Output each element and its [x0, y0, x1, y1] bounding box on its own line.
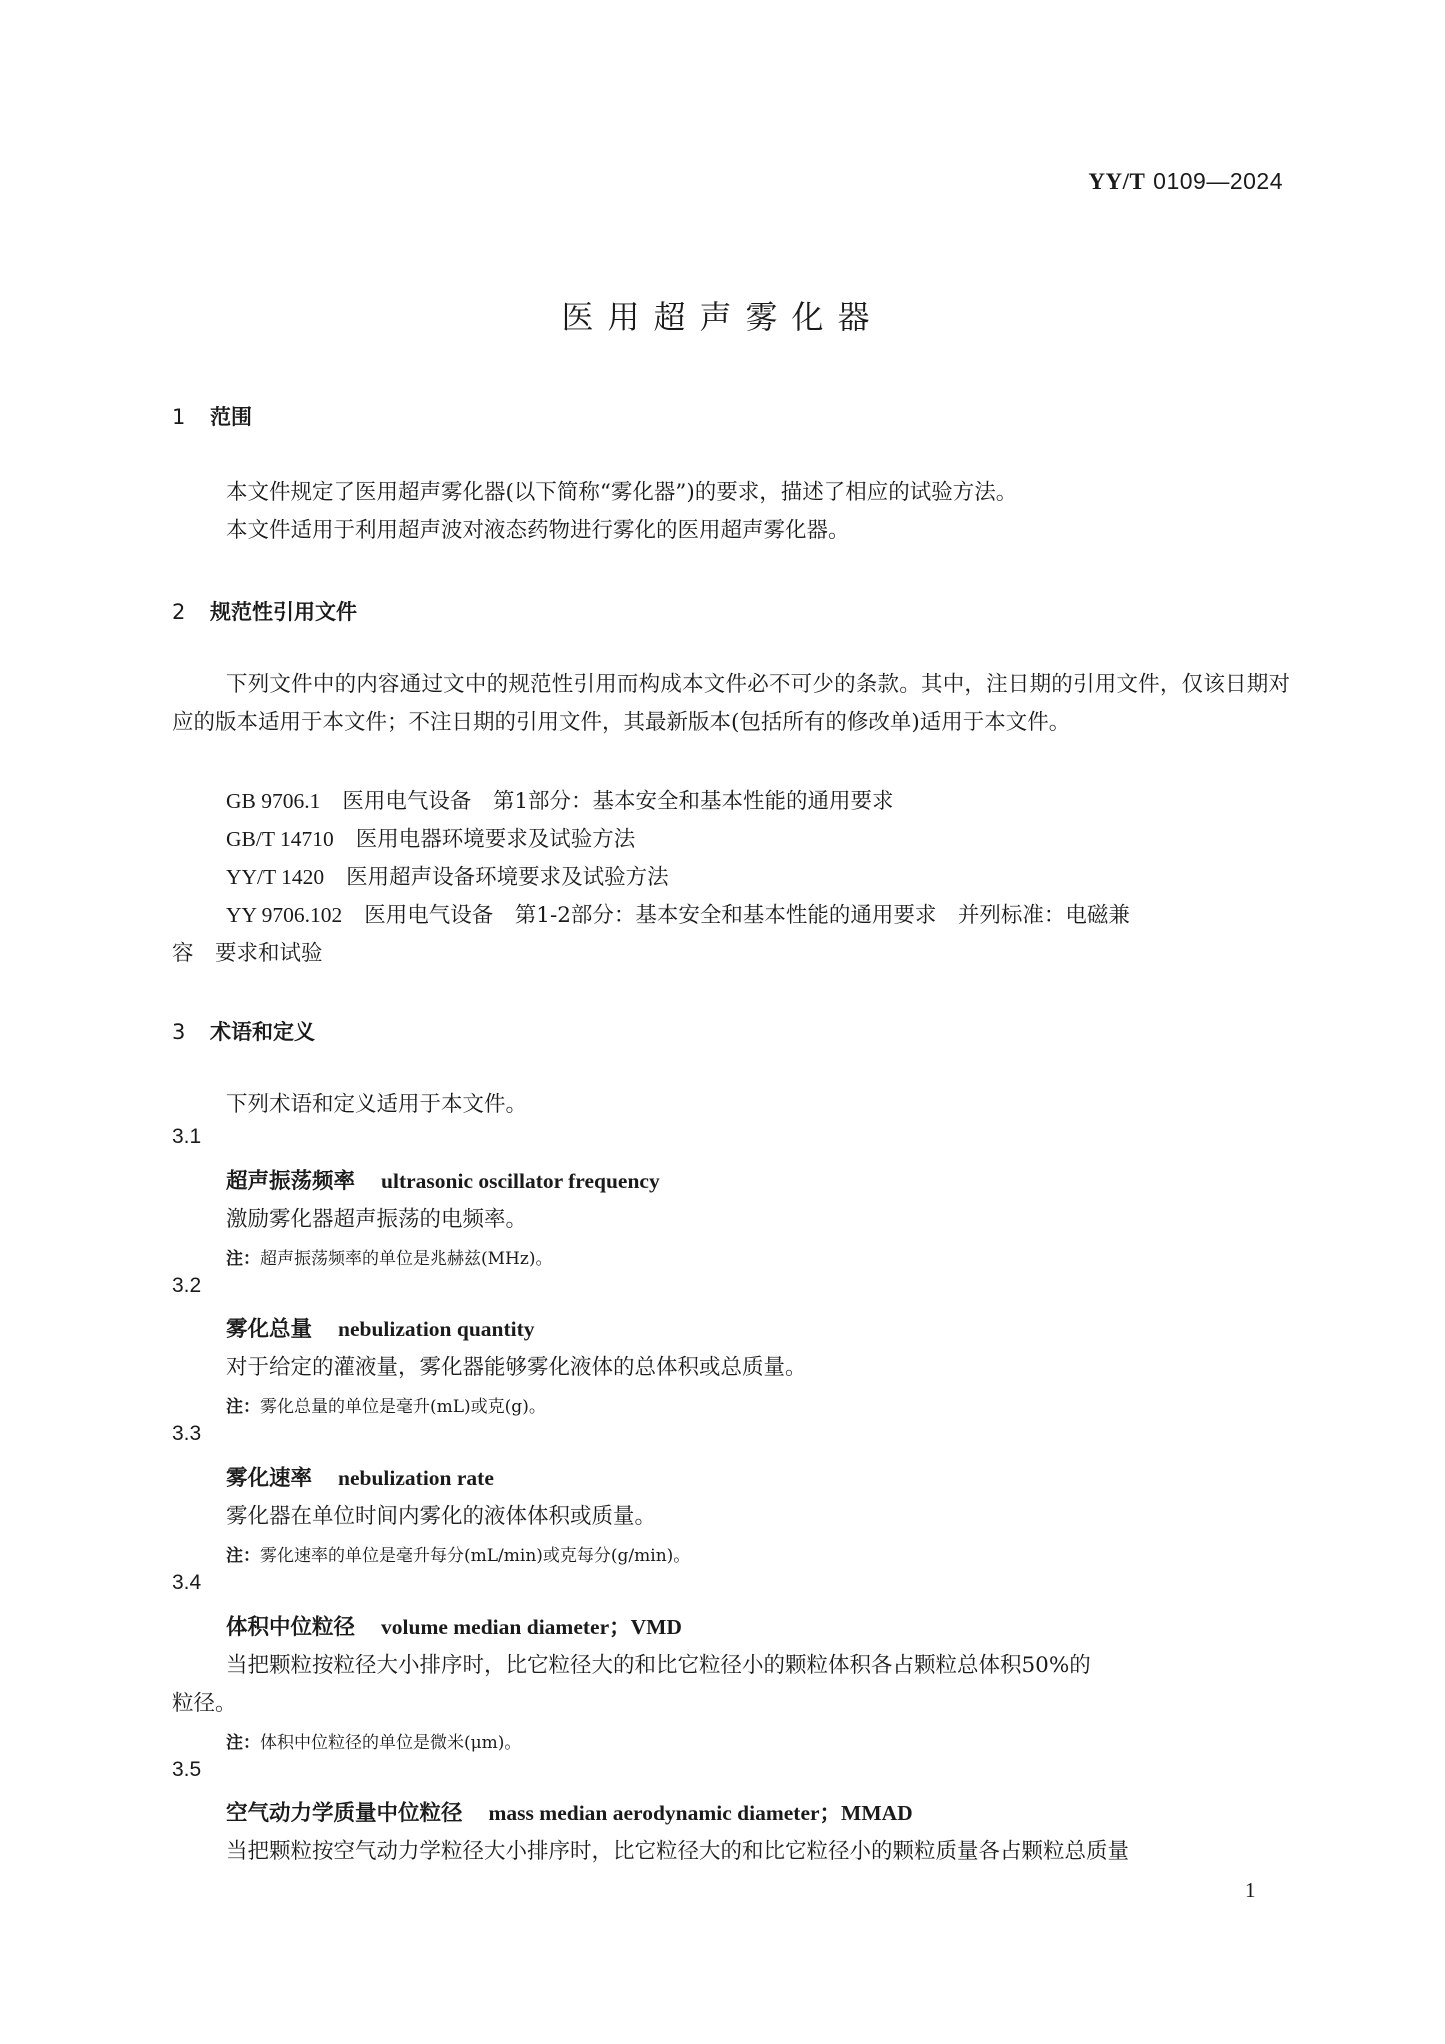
reference-item [226, 784, 894, 815]
reference-title: 医用超声设备环境要求及试验方法 [346, 865, 669, 890]
reference-code: YY/T 1420 [226, 865, 325, 889]
scope-paragraph-1: 本文件规定了医用超声雾化器(以下简称“雾化器”)的要求，描述了相应的试验方法。 [226, 480, 1018, 505]
section-number: 2 [172, 600, 186, 624]
note-label: 注： [226, 1397, 260, 1417]
section-number: 3 [172, 1020, 186, 1044]
term-en: volume median diameter；VMD [381, 1615, 682, 1639]
term-heading [226, 1610, 682, 1641]
reference-title: 医用电气设备 第1部分：基本安全和基本性能的通用要求 [342, 789, 894, 814]
section-title: 术语和定义 [210, 1020, 315, 1044]
reference-item [226, 898, 1130, 929]
reference-title: 医用电气设备 第1-2部分：基本安全和基本性能的通用要求 并列标准：电磁兼 [364, 903, 1130, 928]
section-2-heading [172, 596, 357, 626]
section-title: 范围 [210, 405, 252, 429]
reference-item [226, 860, 669, 891]
term-zh: 体积中位粒径 [226, 1615, 356, 1640]
reference-code: GB 9706.1 [226, 789, 321, 813]
reference-title: 医用电器环境要求及试验方法 [355, 827, 636, 852]
reference-item [226, 822, 635, 853]
terms-intro: 下列术语和定义适用于本文件。 [226, 1092, 528, 1117]
term-definition: 当把颗粒按空气动力学粒径大小排序时，比它粒径大的和比它粒径小的颗粒质量各占颗粒总质量 [226, 1839, 1130, 1864]
note-label: 注： [226, 1249, 260, 1269]
term-zh: 雾化速率 [226, 1466, 313, 1491]
clause-number: 3.4 [172, 1571, 202, 1594]
standard-number: 0109—2024 [1153, 168, 1283, 194]
term-zh: 超声振荡频率 [226, 1169, 356, 1194]
term-en: nebulization quantity [338, 1317, 535, 1341]
term-note [226, 1541, 690, 1566]
clause-number: 3.5 [172, 1758, 202, 1781]
section-number: 1 [172, 405, 186, 429]
term-en: nebulization rate [338, 1466, 494, 1490]
reference-code: YY 9706.102 [226, 903, 343, 927]
term-definition: 当把颗粒按粒径大小排序时，比它粒径大的和比它粒径小的颗粒体积各占颗粒总体积50%的 [226, 1653, 1091, 1678]
term-note [226, 1728, 521, 1753]
note-label: 注： [226, 1733, 260, 1753]
standard-prefix: YY/T [1088, 169, 1146, 194]
page-number: 1 [1245, 1878, 1256, 1902]
term-heading [226, 1796, 913, 1827]
note-text: 体积中位粒径的单位是微米(μm)。 [260, 1733, 522, 1753]
term-definition-continuation: 粒径。 [172, 1691, 237, 1716]
document-title: 医用超声雾化器 [561, 298, 884, 336]
term-definition: 对于给定的灌液量，雾化器能够雾化液体的总体积或总质量。 [226, 1355, 807, 1380]
clause-number: 3.1 [172, 1125, 202, 1148]
term-en: ultrasonic oscillator frequency [381, 1169, 660, 1193]
clause-number: 3.2 [172, 1274, 202, 1297]
term-heading [226, 1164, 660, 1195]
note-label: 注： [226, 1546, 260, 1566]
note-text: 雾化速率的单位是毫升每分(mL/min)或克每分(g/min)。 [260, 1546, 691, 1566]
term-zh: 雾化总量 [226, 1317, 313, 1342]
standard-code [1088, 168, 1283, 195]
term-heading [226, 1461, 494, 1492]
references-intro: 下列文件中的内容通过文中的规范性引用而构成本文件必不可少的条款。其中，注日期的引用文件，仅该日期对应的版本适用于本文件；不注日期的引用文件，其最新版本(包括所有的修改单)适用于本文件。 [172, 672, 1290, 735]
note-text: 雾化总量的单位是毫升(mL)或克(g)。 [260, 1397, 546, 1417]
term-en: mass median aerodynamic diameter；MMAD [488, 1801, 913, 1825]
term-definition: 激励雾化器超声振荡的电频率。 [226, 1207, 528, 1232]
term-heading [226, 1312, 535, 1343]
clause-number: 3.3 [172, 1422, 202, 1445]
section-1-heading [172, 401, 252, 431]
reference-code: GB/T 14710 [226, 827, 334, 851]
term-zh: 空气动力学质量中位粒径 [226, 1801, 463, 1826]
scope-paragraph-2: 本文件适用于利用超声波对液态药物进行雾化的医用超声雾化器。 [226, 518, 850, 543]
term-definition: 雾化器在单位时间内雾化的液体体积或质量。 [226, 1504, 657, 1529]
term-note [226, 1392, 546, 1417]
term-note [226, 1244, 552, 1269]
section-title: 规范性引用文件 [210, 600, 357, 624]
section-3-heading [172, 1016, 315, 1046]
reference-continuation: 容 要求和试验 [172, 941, 323, 966]
note-text: 超声振荡频率的单位是兆赫兹(MHz)。 [260, 1249, 553, 1269]
